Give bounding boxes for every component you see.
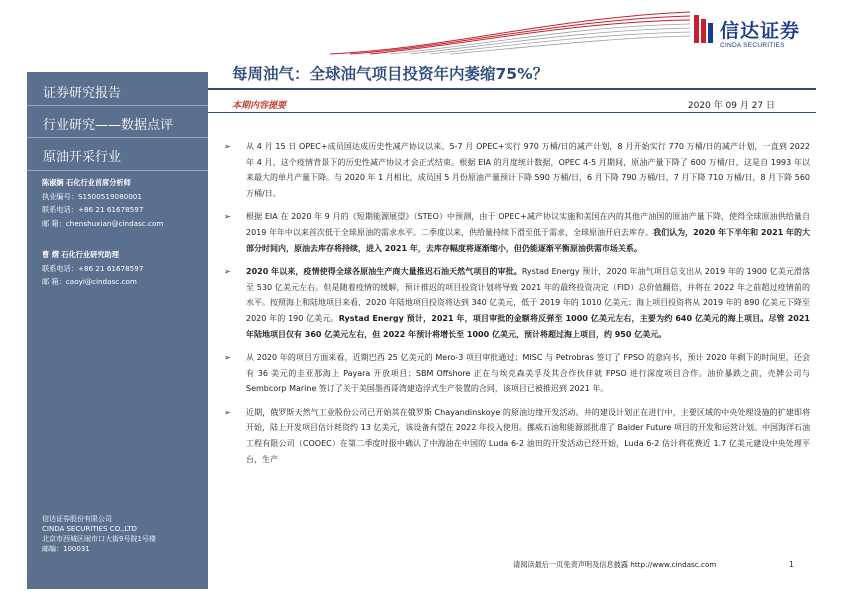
- bullet-arrow-icon: ➢: [224, 142, 231, 151]
- bullet-paragraph: [222, 139, 810, 202]
- bullet-paragraph: [222, 264, 810, 343]
- analyst-name: 陈淑娴 石化行业首席分析师: [42, 178, 131, 187]
- paragraph-text: 从 2020 年的项目方面来看，近期巴西 25 亿美元的 Mero-3 项目审批通过；MISC 与 Petrobras 签订了 FPSO 的意向书，预计 2020 年剩下的时间里，还会有 36 美元的圭亚那海上 Payara 开放项目；SBM Offshore 正在与埃克森美孚及其合作伙伴就 FPSO 进行深度项目合作。油价暴跌之前，壳牌公司与 Sembcorp Marine 签订了关于美国墨西哥湾建造浮式生产装置的合同，该项目已被推迟到 2021 年。: [246, 352, 810, 394]
- analyst-cert: 执业编号：S1500519080001: [42, 191, 142, 201]
- section-label: 本期内容提要: [232, 101, 287, 111]
- bullet-arrow-icon: ➢: [224, 407, 231, 417]
- page-title: 每周油气：全球油气项目投资年内萎缩75%？: [232, 65, 549, 83]
- company-postcode: 邮编：100031: [42, 545, 90, 553]
- sidebar: [27, 72, 208, 589]
- company-info: [42, 514, 207, 554]
- company-name-en: CINDA SECURITIES CO.,LTD: [42, 525, 137, 533]
- section-divider: [208, 112, 816, 113]
- sidebar-divider: [27, 137, 208, 138]
- paragraph-text: 从 4 月 15 日 OPEC+成员国达成历史性减产协议以来。5-7 月 OPEC+实行 970 万桶/日的减产计划，8 月开始实行 770 万桶/日的减产计划，一直到 2022 年 4 月，这个疫情背景下的历史性减产协议才会正式结束。根据 EIA 的月度统计数据，OPEC 4-5 月期间，原油产量下降了 600 万桶/日，这是自 1993 年以来最大的单月产量下降。与 2020 年 1 月相比，成员国 5 月份原油产量预计下降 590 万桶/日，6 月下降 790 万桶/日，7 月下降 710 万桶/日，8 月下降 560 万桶/日。: [246, 142, 810, 199]
- bullet-arrow-icon: ➢: [224, 266, 231, 276]
- bullet-paragraph: [222, 405, 810, 468]
- analyst-phone: 联系电话：+86 21 61678597: [42, 205, 144, 215]
- industry-research-label: 行业研究——数据点评: [43, 118, 174, 133]
- analyst-phone: 联系电话：+86 21 61678597: [42, 263, 144, 273]
- page-number: 1: [789, 560, 794, 569]
- paragraph-bold-text: Rystad Energy 预计，2021 年，项目审批的金额将反弹至 1000 亿美元左右，主要为约 640 亿美元的海上项目。尽管 2021 年陆地项目仅有 360 亿美元左右，但 2022 年预计将增长至 1000 亿美元，预计将超过海上项目，约 950 亿美元。: [246, 314, 810, 339]
- bullet-paragraph: [222, 209, 810, 256]
- analyst-email[interactable]: 邮 箱：caoyi@cindasc.com: [42, 277, 137, 287]
- paragraph-text: 近期，俄罗斯天然气工业股份公司已开始其在俄罗斯 Chayandinskoye 的原油边缘开发活动。井的建设计划正在进行中，主要区域的中央处理设施的扩建即将开始，陆上开发项目估计耗资约 13 亿美元，该设备有望在 2022 年投入使用。挪威石油和能源部批准了 Balder Future 项目的开发和运营计划。中国海洋石油工程有限公司（COOEC）在第二季度时报中确认了中海油在中国的 Luda 6-2 油田的开发活动已经开始，Luda 6-2 估计将花费近 1.7 亿美元建设中央处理平台，生产: [246, 407, 810, 464]
- company-logo: [694, 11, 834, 49]
- summary-bullets: [222, 139, 810, 475]
- report-type: 证券研究报告: [43, 86, 122, 101]
- bullet-paragraph: [222, 350, 810, 397]
- bullet-arrow-icon: ➢: [224, 352, 231, 362]
- title-divider: [208, 88, 816, 90]
- logo-mark-icon: [694, 15, 718, 43]
- sidebar-divider: [27, 105, 208, 106]
- analyst-card: [42, 248, 207, 289]
- logo-subtitle: CINDA SECURITIES: [720, 42, 785, 49]
- bullet-arrow-icon: ➢: [224, 212, 231, 222]
- paragraph-text: 根据 EIA 在 2020 年 9 月的《短期能源展望》（STEO）中预测，由于 OPEC+减产协议实施和美国在内的其他产油国的原油产量下降，使得全球原油供给量自 2019 年年中以来首次低于全球原油的需求水平。二季度以来，供给量持续下滑至低于需求，全球原油开启去库存。: [246, 212, 810, 238]
- paragraph-bold-text: 2020 年以来，疫情使得全球各原油生产商大量推迟石油天然气项目的审批。: [246, 266, 522, 276]
- paragraph-bold-text: 我们认为，2020 年下半年和 2021 年的大部分时间内，原油去库存将持续，进入 2021 年，去库存幅度将逐渐缩小，但仍能逐渐平衡原油供需市场关系。: [246, 228, 810, 253]
- report-date: 2020 年 09 月 27 日: [687, 101, 775, 111]
- footer-disclaimer[interactable]: 请阅读最后一页免责声明及信息披露 http://www.cindasc.com: [513, 560, 717, 569]
- analyst-email[interactable]: 邮 箱：chenshuxian@cindasc.com: [42, 218, 164, 228]
- analyst-card: [42, 176, 207, 230]
- company-address: 北京市西城区闹市口大街9号院1号楼: [42, 535, 156, 543]
- logo-text: 信达证券: [720, 20, 801, 42]
- paragraph-text: Rystad Energy 预计，2020 年油气项目总支出从 2019 年的 1900 亿美元滑落至 530 亿美元左右。但是随着疫情的缓解，预计推迟的项目投资计划将导致 2021 年的最终投资决定（FID）总价值翻倍，并将在 2022 年之前超过疫情前的水平。按照海上和陆地项目来看，2020 年陆地项目投资将达到 340 亿美元，低于 2019 年的 1010 亿美元；海上项目投资将从 2019 年的 890 亿美元下降至 2020 年的 190 亿美元。: [246, 266, 810, 324]
- industry-label: 原油开采行业: [43, 150, 122, 165]
- analyst-name: 曹 熠 石化行业研究助理: [42, 250, 119, 259]
- company-name: 信达证券股份有限公司: [42, 515, 112, 523]
- sidebar-divider: [27, 170, 208, 171]
- header-wave-graphic: [330, 8, 690, 56]
